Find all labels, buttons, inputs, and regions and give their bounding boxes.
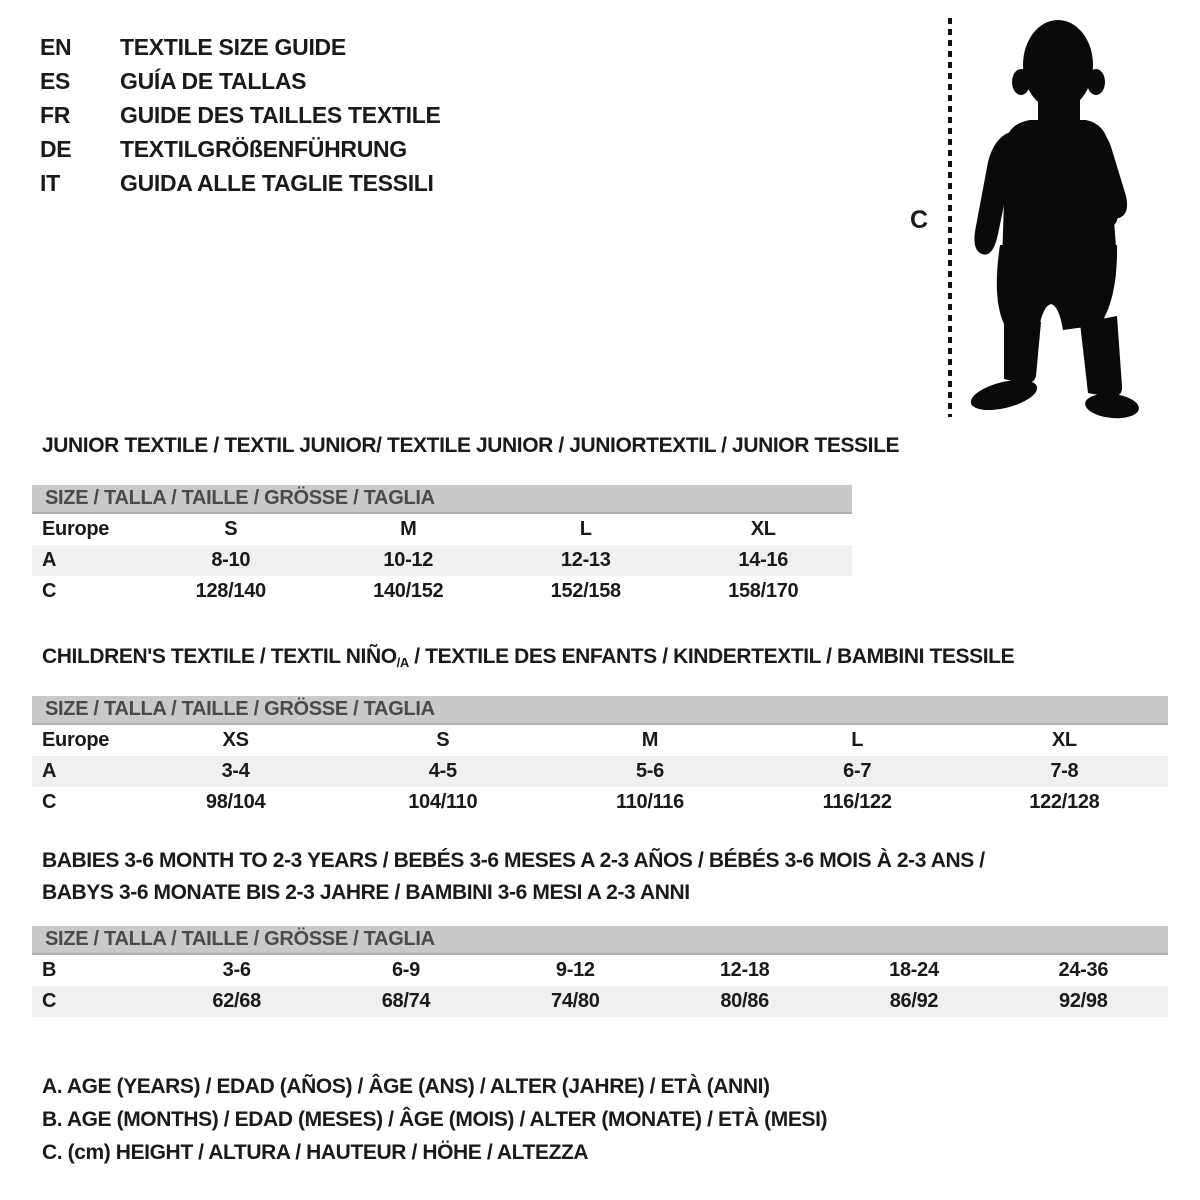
size-cell: XL xyxy=(1051,729,1077,751)
junior-size-table xyxy=(32,485,852,607)
size-cell: M xyxy=(641,729,659,751)
row-label-cell: C xyxy=(42,580,57,602)
row-label-cell: Europe xyxy=(42,518,110,540)
size-cell: L xyxy=(851,729,864,751)
table-row xyxy=(32,725,1168,756)
value-cell: 158/170 xyxy=(728,580,799,602)
table-row xyxy=(32,986,1168,1017)
language-title: TEXTILGRÖßENFÜHRUNG xyxy=(120,136,407,162)
babies-section-title-line2: BABYS 3-6 MONATE BIS 2-3 JAHRE / BAMBINI 3-6 MESI A 2-3 ANNI xyxy=(42,881,690,904)
size-cell: S xyxy=(436,729,450,751)
row-label-cell: Europe xyxy=(42,729,110,751)
language-code: ES xyxy=(40,68,71,94)
table-row xyxy=(32,576,852,607)
language-title-block xyxy=(40,30,441,200)
language-code: DE xyxy=(40,136,72,162)
height-measure-label: C xyxy=(910,206,929,234)
babies-size-table xyxy=(32,926,1168,1017)
legend-line-b: B. AGE (MONTHS) / EDAD (MESES) / ÂGE (MOIS) / ALTER (MONATE) / ETÀ (MESI) xyxy=(42,1108,828,1131)
table-row xyxy=(32,787,1168,818)
legend-line-a: A. AGE (YEARS) / EDAD (AÑOS) / ÂGE (ANS) / ALTER (JAHRE) / ETÀ (ANNI) xyxy=(42,1075,770,1098)
language-row xyxy=(40,132,441,166)
language-title: GUIDE DES TAILLES TEXTILE xyxy=(120,102,441,128)
children-section-title xyxy=(42,645,1014,670)
baby-silhouette-icon xyxy=(968,20,1140,421)
value-cell: 12-13 xyxy=(497,545,675,576)
value-cell: 152/158 xyxy=(550,580,621,602)
value-cell: 104/110 xyxy=(408,791,478,813)
babies-table xyxy=(32,955,1168,1017)
size-cell: S xyxy=(224,518,238,540)
value-cell: 128/140 xyxy=(195,580,266,602)
junior-table xyxy=(32,514,852,607)
legend-block xyxy=(42,1070,827,1169)
language-code: FR xyxy=(40,102,71,128)
children-table xyxy=(32,725,1168,818)
value-cell: 86/92 xyxy=(829,986,998,1017)
language-title: GUIDA ALLE TAGLIE TESSILI xyxy=(120,170,434,196)
size-header-bar: SIZE / TALLA / TAILLE / GRÖSSE / TAGLIA xyxy=(32,696,1168,725)
value-cell: 74/80 xyxy=(491,986,660,1017)
value-cell: 8-10 xyxy=(142,545,320,576)
babies-section-title-line1: BABIES 3-6 MONTH TO 2-3 YEARS / BEBÉS 3-6 MESES A 2-3 AÑOS / BÉBÉS 3-6 MOIS À 2-3 ANS / xyxy=(42,849,985,872)
legend-line-c: C. (cm) HEIGHT / ALTURA / HAUTEUR / HÖHE / ALTEZZA xyxy=(42,1141,589,1164)
size-header-bar: SIZE / TALLA / TAILLE / GRÖSSE / TAGLIA xyxy=(32,926,1168,955)
value-cell: 110/116 xyxy=(615,791,684,813)
value-cell: 6-9 xyxy=(391,959,420,981)
value-cell: 5-6 xyxy=(546,756,753,787)
value-cell: 4-5 xyxy=(339,756,546,787)
language-code: IT xyxy=(40,170,60,196)
size-cell: XL xyxy=(750,518,776,540)
row-label-cell: A xyxy=(32,756,132,787)
language-row xyxy=(40,64,441,98)
value-cell: 116/122 xyxy=(822,791,892,813)
language-row xyxy=(40,166,441,200)
value-cell: 9-12 xyxy=(555,959,595,981)
table-row xyxy=(32,955,1168,986)
table-row xyxy=(32,756,1168,787)
value-cell: 80/86 xyxy=(660,986,829,1017)
value-cell: 3-4 xyxy=(132,756,339,787)
value-cell: 98/104 xyxy=(205,791,266,813)
children-title-post: / TEXTILE DES ENFANTS / KINDERTEXTIL / BAMBINI TESSILE xyxy=(408,645,1015,668)
table-row xyxy=(32,514,852,545)
value-cell: 122/128 xyxy=(1029,791,1100,813)
table-row xyxy=(32,545,852,576)
language-title: TEXTILE SIZE GUIDE xyxy=(120,34,346,60)
row-label-cell: C xyxy=(32,986,152,1017)
language-row xyxy=(40,30,441,64)
row-label-cell: A xyxy=(32,545,142,576)
value-cell: 92/98 xyxy=(999,986,1168,1017)
value-cell: 10-12 xyxy=(320,545,498,576)
row-label-cell: C xyxy=(42,791,57,813)
value-cell: 12-18 xyxy=(719,959,770,981)
value-cell: 18-24 xyxy=(889,959,939,981)
value-cell: 62/68 xyxy=(152,986,321,1017)
junior-section-title: JUNIOR TEXTILE / TEXTIL JUNIOR/ TEXTILE JUNIOR / JUNIORTEXTIL / JUNIOR TESSILE xyxy=(42,434,900,457)
children-title-sub: /A xyxy=(396,655,409,670)
value-cell: 24-36 xyxy=(1058,959,1109,981)
size-cell: M xyxy=(400,518,417,540)
size-header-bar: SIZE / TALLA / TAILLE / GRÖSSE / TAGLIA xyxy=(32,485,852,514)
language-code: EN xyxy=(40,34,72,60)
size-cell: L xyxy=(579,518,592,540)
children-title-pre: CHILDREN'S TEXTILE / TEXTIL NIÑO xyxy=(42,645,397,668)
toddler-figure xyxy=(940,10,1150,425)
value-cell: 7-8 xyxy=(961,756,1168,787)
children-size-table xyxy=(32,696,1168,818)
value-cell: 6-7 xyxy=(754,756,961,787)
language-row xyxy=(40,98,441,132)
value-cell: 140/152 xyxy=(373,580,444,602)
value-cell: 14-16 xyxy=(675,545,853,576)
value-cell: 68/74 xyxy=(321,986,490,1017)
size-cell: XS xyxy=(222,729,249,751)
language-title: GUÍA DE TALLAS xyxy=(120,68,307,94)
row-label-cell: B xyxy=(42,959,57,981)
value-cell: 3-6 xyxy=(222,959,251,981)
